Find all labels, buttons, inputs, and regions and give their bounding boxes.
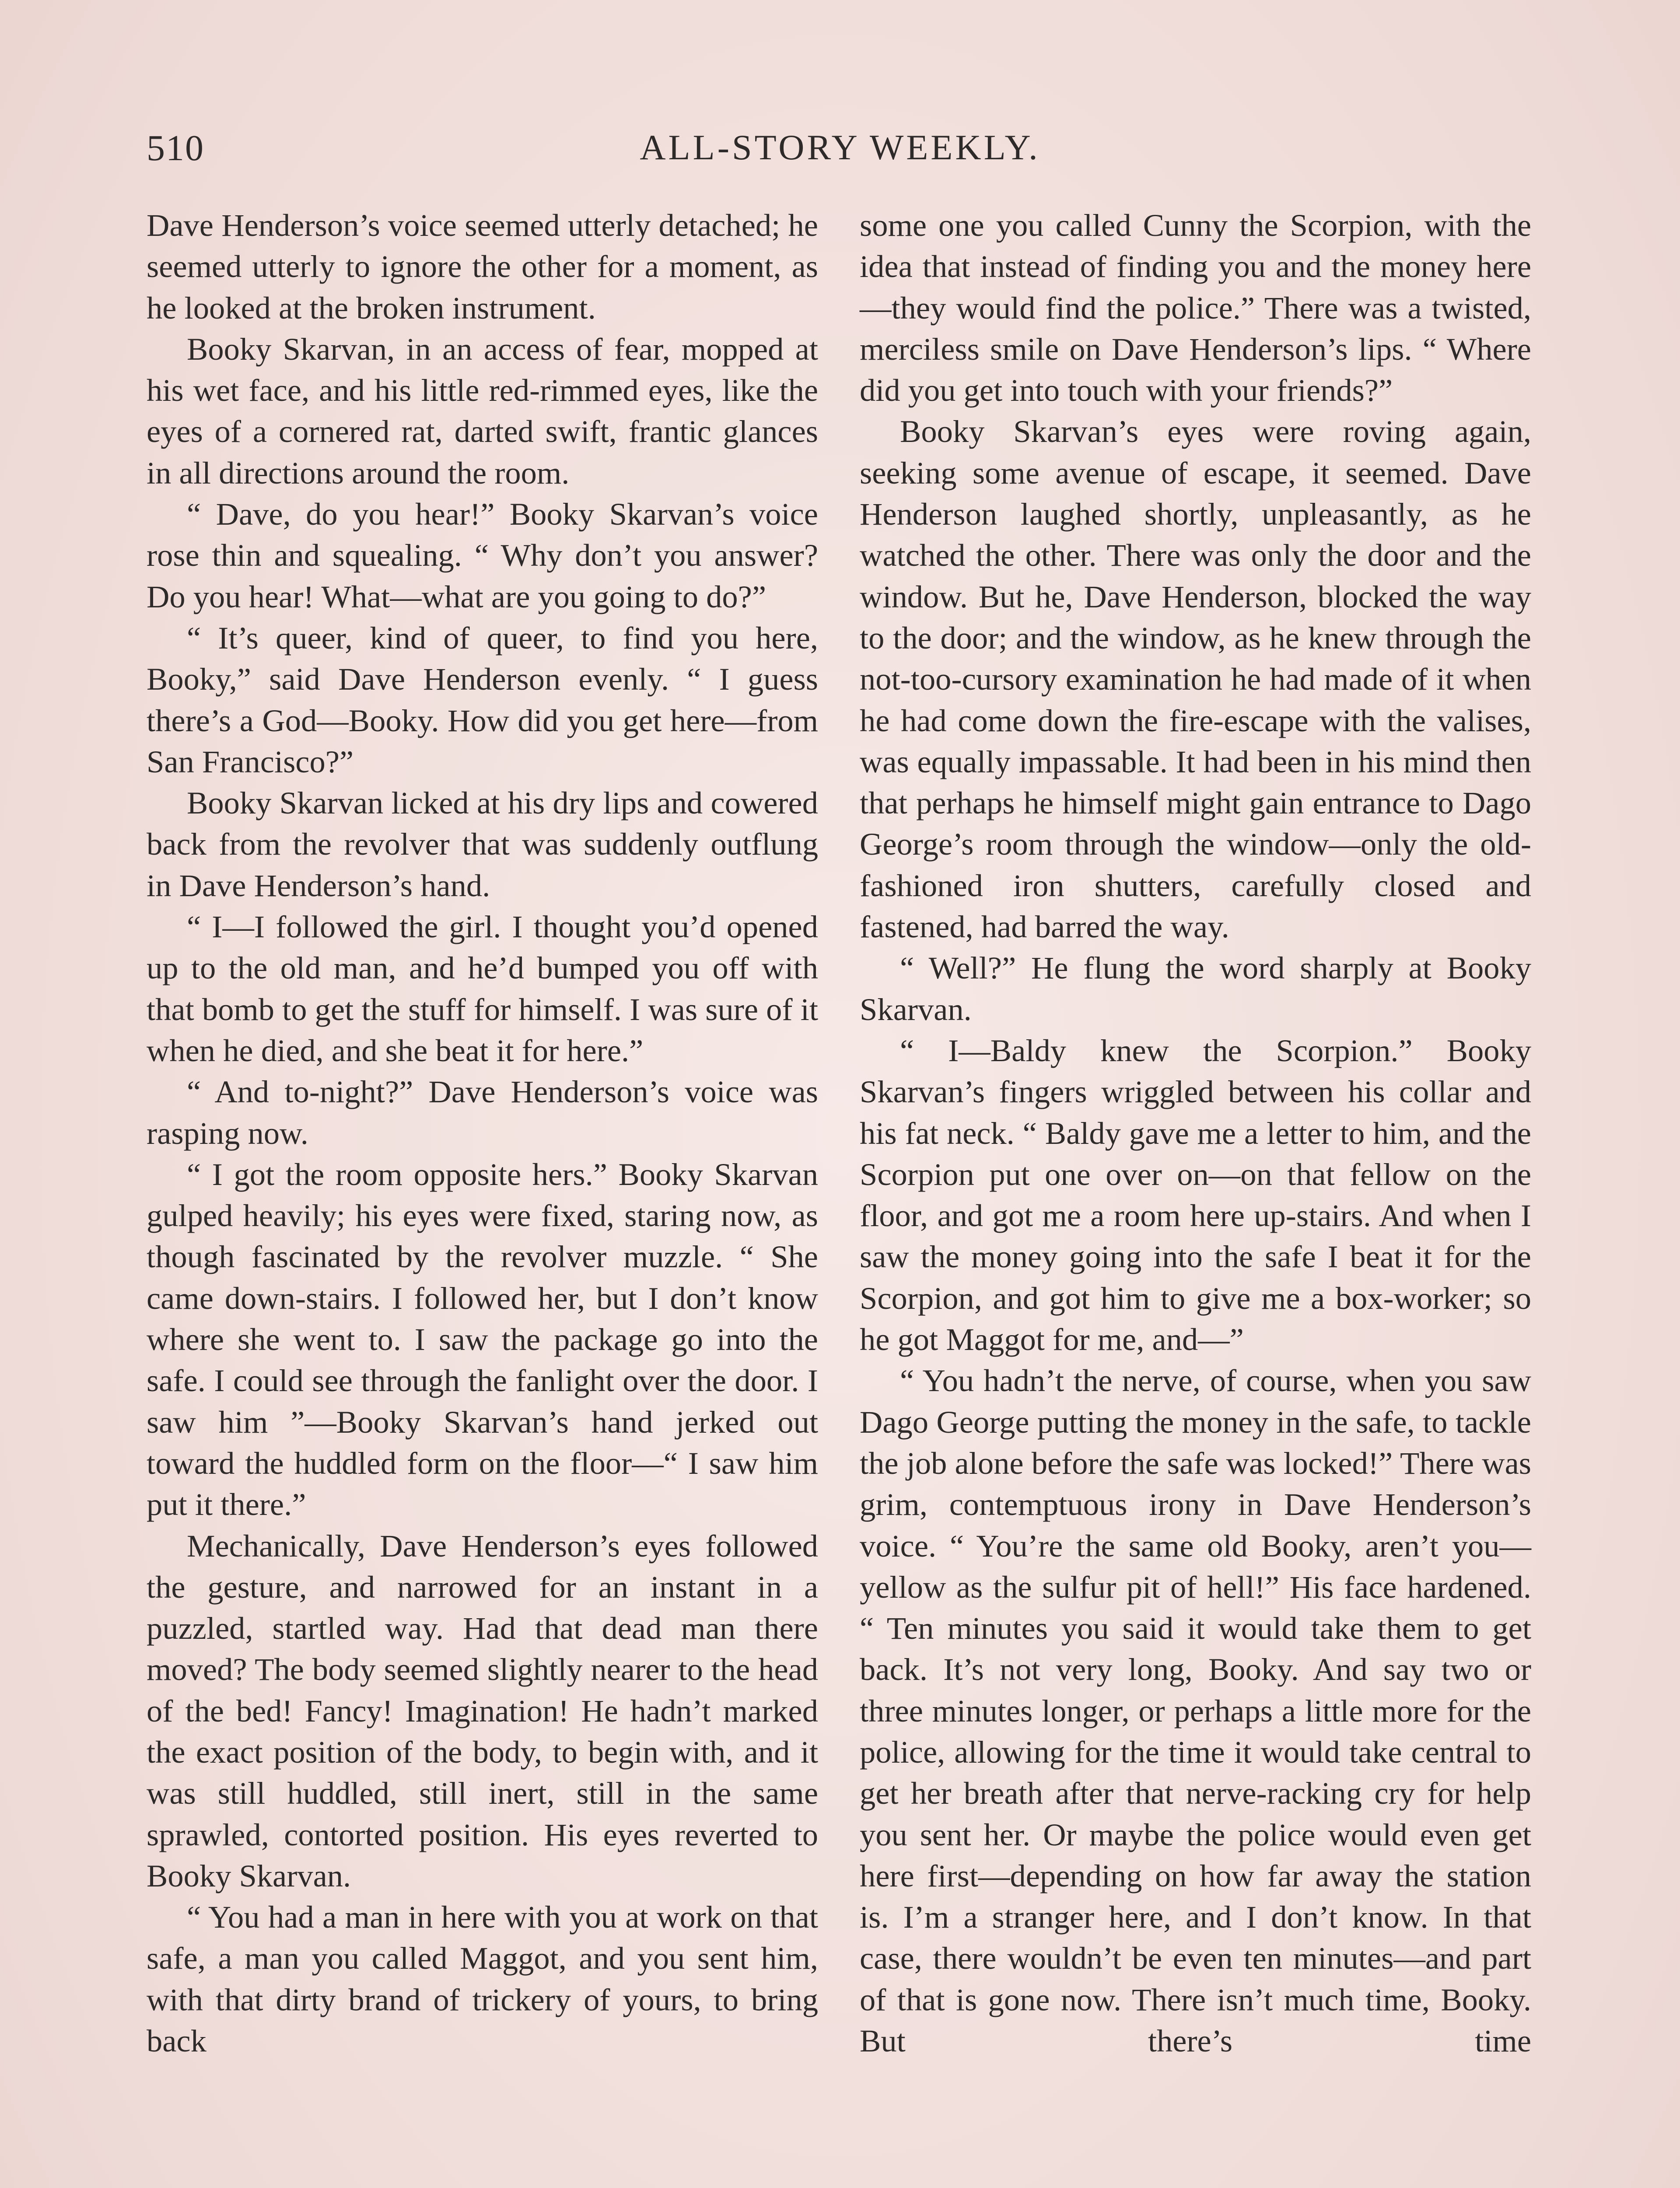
paragraph: “ Well?” He flung the word sharply at Booky Skarvan. [860,950,1531,1027]
left-column [147,205,818,2062]
paragraph: Dave Henderson’s voice seemed utterly detached; he seemed utterly to ignore the other for a moment, as he looked at the broken instrument. [147,207,818,326]
page-header [147,127,1533,179]
paragraph: some one you called Cunny the Scorpion, with the idea that instead of finding you and the money here—they would find the police.” There was a twisted, merciless smile on Dave Henderson’s lips. “ Where did you get into touch with your friends?” [860,207,1531,408]
running-title: ALL-STORY WEEKLY. [640,127,1040,167]
paragraph: Mechanically, Dave Henderson’s eyes followed the gesture, and narrowed for an instant in a puzzled, startled way. Had that dead man there moved? The body seemed slightly nearer to the head of the bed! Fancy! Imagination! He hadn’t marked the exact position of the body, to begin with, and it was still huddled, still inert, still in the same sprawled, contorted position. His eyes reverted to Booky Skarvan. [147,1528,818,1893]
paragraph: “ You hadn’t the nerve, of course, when you saw Dago George putting the money in the safe, to tackle the job alone before the safe was locked!” There was grim, contemptuous irony in Dave Henderson’s voice. “ You’re the same old Booky, aren’t you—yellow as the sulfur pit of hell!” His face hardened. “ Ten minutes you said it would take them to get back. It’s not very long, Booky. And say two or three minutes longer, or perhaps a little more for the police, allowing for the time it would take central to get her breath after that nerve-racking cry for help you sent her. Or maybe the police would even get here first—depending on how far away the station is. I’m a stranger here, and I don’t know. In that case, there wouldn’t be even ten minutes—and part of that is gone now. There isn’t much time, Booky. But there’s time [860,1363,1531,2059]
paragraph: Booky Skarvan licked at his dry lips and cowered back from the revolver that was suddenly outflung in Dave Henderson’s hand. [147,785,818,903]
paragraph: “ I—Baldy knew the Scorpion.” Booky Skarvan’s fingers wriggled between his collar and his fat neck. “ Baldy gave me a letter to him, and the Scorpion put one over on—on that fellow on the floor, and got me a room here up-stairs. And when I saw the money going into the safe I beat it for the Scorpion, and got him to give me a box-worker; so he got Maggot for me, and—” [860,1032,1531,1357]
paragraph: “ I—I followed the girl. I thought you’d opened up to the old man, and he’d bumped you off with that bomb to get the stuff for himself. I was sure of it when he died, and she beat it for here.” [147,909,818,1068]
page-number: 510 [147,128,204,168]
right-column [860,205,1531,2062]
paragraph: “ You had a man in here with you at work on that safe, a man you called Maggot, and you sent him, with that dirty brand of trickery of yours, to bring back [147,1899,818,2059]
paragraph: Booky Skarvan’s eyes were roving again, seeking some avenue of escape, it seemed. Dave Henderson laughed shortly, unpleasantly, as he watched the other. There was only the door and the window. But he, Dave Henderson, blocked the way to the door; and the window, as he knew through the not-too-cursory examination he had made of it when he had come down the fire-escape with the valises, was equally impassable. It had been in his mind then that perhaps he himself might gain entrance to Dago George’s room through the window—only the old-fashioned iron shutters, carefully closed and fastened, had barred the way. [860,414,1531,945]
paragraph: “ Dave, do you hear!” Booky Skarvan’s voice rose thin and squealing. “ Why don’t you answer? Do you hear! What—what are you going to do?” [147,496,818,614]
paragraph: Booky Skarvan, in an access of fear, mopped at his wet face, and his little red-rimmed eyes, like the eyes of a cornered rat, darted swift, frantic glances in all directions around the room. [147,331,818,491]
paragraph: “ And to-night?” Dave Henderson’s voice was rasping now. [147,1074,818,1151]
paragraph: “ It’s queer, kind of queer, to find you here, Booky,” said Dave Henderson evenly. “ I guess there’s a God—Booky. How did you get here—from San Francisco?” [147,620,818,779]
paragraph: “ I got the room opposite hers.” Booky Skarvan gulped heavily; his eyes were fixed, staring now, as though fascinated by the revolver muzzle. “ She came down-stairs. I followed her, but I don’t know where she went to. I saw the package go into the safe. I could see through the fanlight over the door. I saw him ”—Booky Skarvan’s hand jerked out toward the huddled form on the floor—“ I saw him put it there.” [147,1156,818,1522]
